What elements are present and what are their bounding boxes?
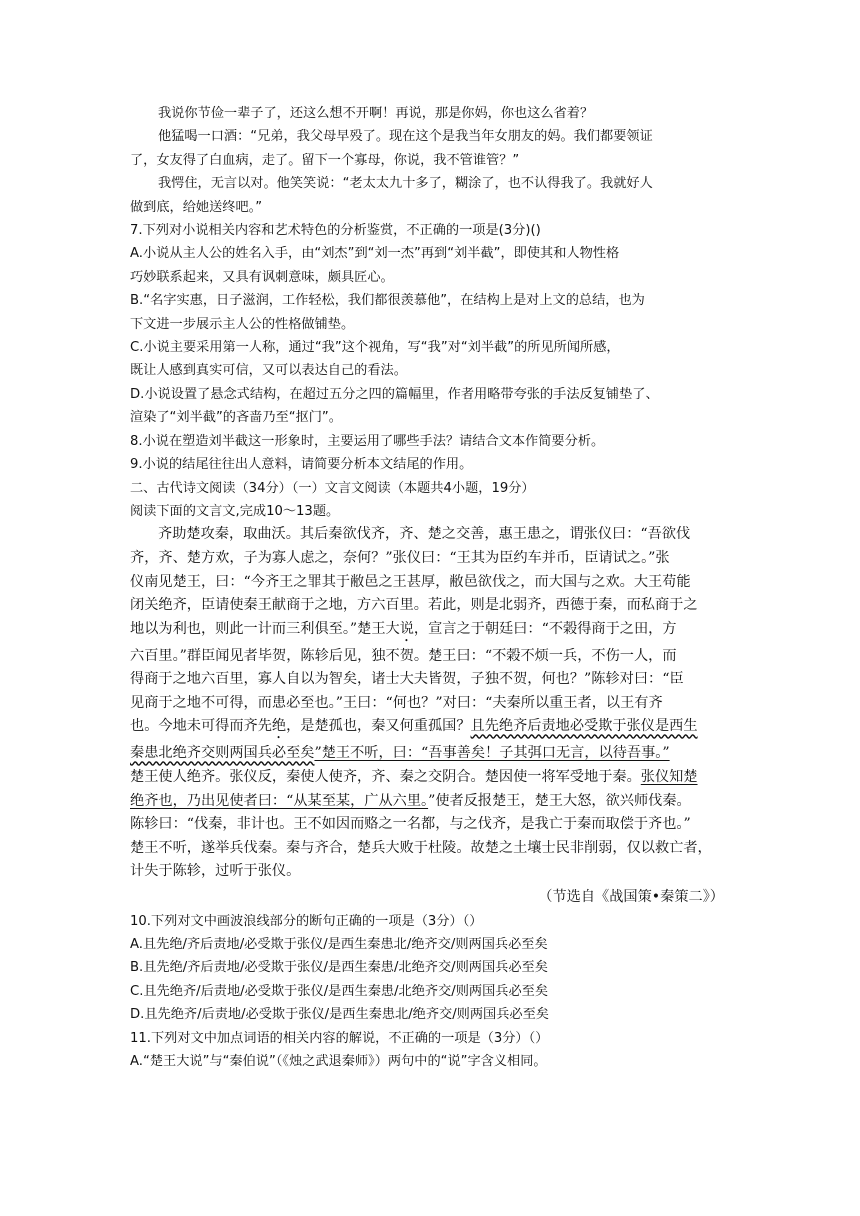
story-paragraph: 了，女友得了白血病，走了。留下一个寡母，你说，我不管谁管？”	[130, 152, 520, 168]
option-b-cont: 下文进一步展示主人公的性格做铺垫。	[130, 316, 355, 332]
passage-line: 齐，齐、楚方欢，子为寡人虑之，奈何？”张仪曰：“王其为臣约车并币，臣请试之。”张	[130, 549, 670, 566]
option-d-cont: 渲染了“刘半截”的吝啬乃至“抠门”。	[130, 410, 342, 426]
story-paragraph: 我愕住，无言以对。他笑笑说：“老太太九十多了，糊涂了，也不认得我了。我就好人	[158, 176, 653, 192]
underlined-text: 绝齐也，乃出见使者曰：“从某至某，广从六里。	[130, 792, 429, 809]
passage-text: ，宣言之于朝廷曰：“不榖得商于之田，方	[413, 620, 677, 637]
option-a-cont: 巧妙联系起来，又具有讽刺意味，颇具匠心。	[130, 269, 394, 285]
passage-line: 齐助楚攻秦，取曲沃。其后秦欲伐齐，齐、楚之交善，惠王患之，谓张仪曰：“吾欲伐	[158, 526, 691, 543]
option-a: A.小说从主人公的姓名入手，由“刘杰”到“刘一杰”再到“刘半截”，即使其和人物性格	[130, 246, 620, 262]
dotted-word: 说	[399, 620, 414, 637]
classical-passage	[130, 523, 730, 909]
passage-line	[130, 618, 730, 645]
story-paragraph: 我说你节俭一辈子了，还这么想不开啊！再说，那是你妈，你也这么省着？	[158, 106, 594, 121]
passage-line: 闭关绝齐，臣请使秦王献商于之地，方六百里。若此，则是北弱齐，西德于秦，而私商于之	[130, 597, 698, 614]
wavy-underlined-text: 秦患北绝齐交则两国兵必至矣	[130, 745, 315, 762]
passage-text: 地以为利也，则此一计而三利俱至。”楚王大	[130, 620, 400, 637]
passage-line	[130, 715, 730, 742]
passage-line: 计失于陈轸，过听于张仪。	[130, 863, 301, 880]
question-stem: 10.下列对文中画波浪线部分的断句正确的一项是（3分）（）	[130, 913, 483, 929]
wavy-underlined-text: 且先绝齐后责地必受欺于张仪是西生	[470, 718, 698, 735]
underlined-text: 张仪知楚	[640, 769, 698, 786]
reading-instruction: 阅读下面的文言文,完成10～13题。	[130, 503, 340, 519]
passage-text: 也。今地未可得而齐先	[130, 718, 272, 735]
passage-source: （节选自《战国策•秦策二》）	[538, 889, 724, 906]
option-d: D.且先绝齐/后责地/必受欺于张仪/是西生秦患北/绝齐交/则两国兵必至矣	[130, 1007, 549, 1023]
question-8: 8.小说在塑造刘半截这一形象时，主要运用了哪些手法？请结合文本作简要分析。	[130, 433, 605, 449]
passage-text: ，是楚孤也，秦又何重孤国？	[286, 718, 471, 735]
passage-line: 见商于之地不可得，而患必至也。”王曰：“何也？”对曰：“夫秦所以重王者，以王有齐	[130, 694, 663, 711]
question-11	[130, 1027, 730, 1074]
question-7	[130, 219, 730, 430]
option-a: A.“楚王大说”与“秦伯说”（《烛之武退秦师》）两句中的“说”字含义相同。	[130, 1054, 547, 1070]
option-d: D.小说设置了悬念式结构，在超过五分之四的篇幅里，作者用略带夸张的手法反复铺垫了、	[130, 386, 659, 402]
passage-line: 楚王不听，遂举兵伐秦。秦与齐合，楚兵大败于杜陵。故楚之土壤士民非削弱，仅以救亡者，	[130, 839, 712, 856]
exam-page	[130, 102, 730, 1073]
question-stem: 7.下列对小说相关内容和艺术特色的分析鉴赏，不正确的一项是(3分)()	[130, 223, 541, 239]
passage-line: 得商于之地六百里，寡人自以为智矣，诸士大夫皆贺，子独不贺，何也？”陈轸对曰：“臣	[130, 671, 684, 688]
passage-line	[130, 742, 730, 766]
question-10	[130, 910, 730, 1027]
option-c: C.且先绝齐/后责地/必受欺于张仪/是西生秦患/北绝齐交/则两国兵必至矣	[130, 983, 549, 999]
passage-line: 陈轸曰：“伐秦，非计也。王不如因而赂之一名都，与之伐齐，是我亡于秦而取偿于齐也。”	[130, 816, 691, 833]
dotted-word: 绝	[271, 718, 287, 735]
question-stem: 11.下列对文中加点词语的相关内容的解说，不正确的一项是（3分）（）	[130, 1030, 549, 1046]
passage-text: ”使者反报楚王，楚王大怒，欲兴师伐秦。	[428, 792, 691, 809]
story-paragraph: 他猛喝一口酒：“兄弟，我父母早殁了。现在这个是我当年女朋友的妈。我们都要领证	[158, 129, 653, 145]
option-c: C.小说主要采用第一人称，通过“我”这个视角，写“我”对“刘半截”的所见所闻所感，	[130, 340, 620, 356]
passage-line: 六百里。”群臣闻见者毕贺，陈轸后见，独不贺。楚王曰：“不榖不烦一兵，不伤一人，而	[130, 647, 677, 664]
passage-line	[130, 790, 730, 814]
option-b: B.且先绝/齐后责地/必受欺于张仪/是西生秦患/北绝齐交/则两国兵必至矣	[130, 960, 548, 976]
option-a: A.且先绝/齐后责地/必受欺于张仪/是西生秦患北/绝齐交/则两国兵必至矣	[130, 937, 548, 953]
passage-text: 楚王使人绝齐。张仪反，秦使人使齐，齐、秦之交阴合。楚因使一将军受地于秦。	[130, 769, 641, 786]
question-9: 9.小说的结尾往往出人意料，请简要分析本文结尾的作用。	[130, 457, 473, 473]
option-b: B.“名字实惠，日子滋润，工作轻松，我们都很羡慕他”，在结构上是对上文的总结，也为	[130, 293, 645, 309]
underlined-text: ”楚王不听，曰：“吾事善矣！子其弭口无言，以待吾事。”	[314, 745, 670, 762]
option-c-cont: 既让人感到真实可信，又可以表达自己的看法。	[130, 363, 407, 379]
passage-line	[130, 766, 730, 790]
passage-line: 仪南见楚王，曰：“今齐王之罪其于敝邑之王甚厚，敝邑欲伐之，而大国与之欢。大王苟能	[130, 573, 691, 590]
section-heading: 二、古代诗文阅读（34分）（一）文言文阅读（本题共4小题，19分）	[130, 480, 535, 496]
story-tail	[130, 102, 730, 219]
story-paragraph: 做到底，给她送终吧。”	[130, 199, 263, 215]
